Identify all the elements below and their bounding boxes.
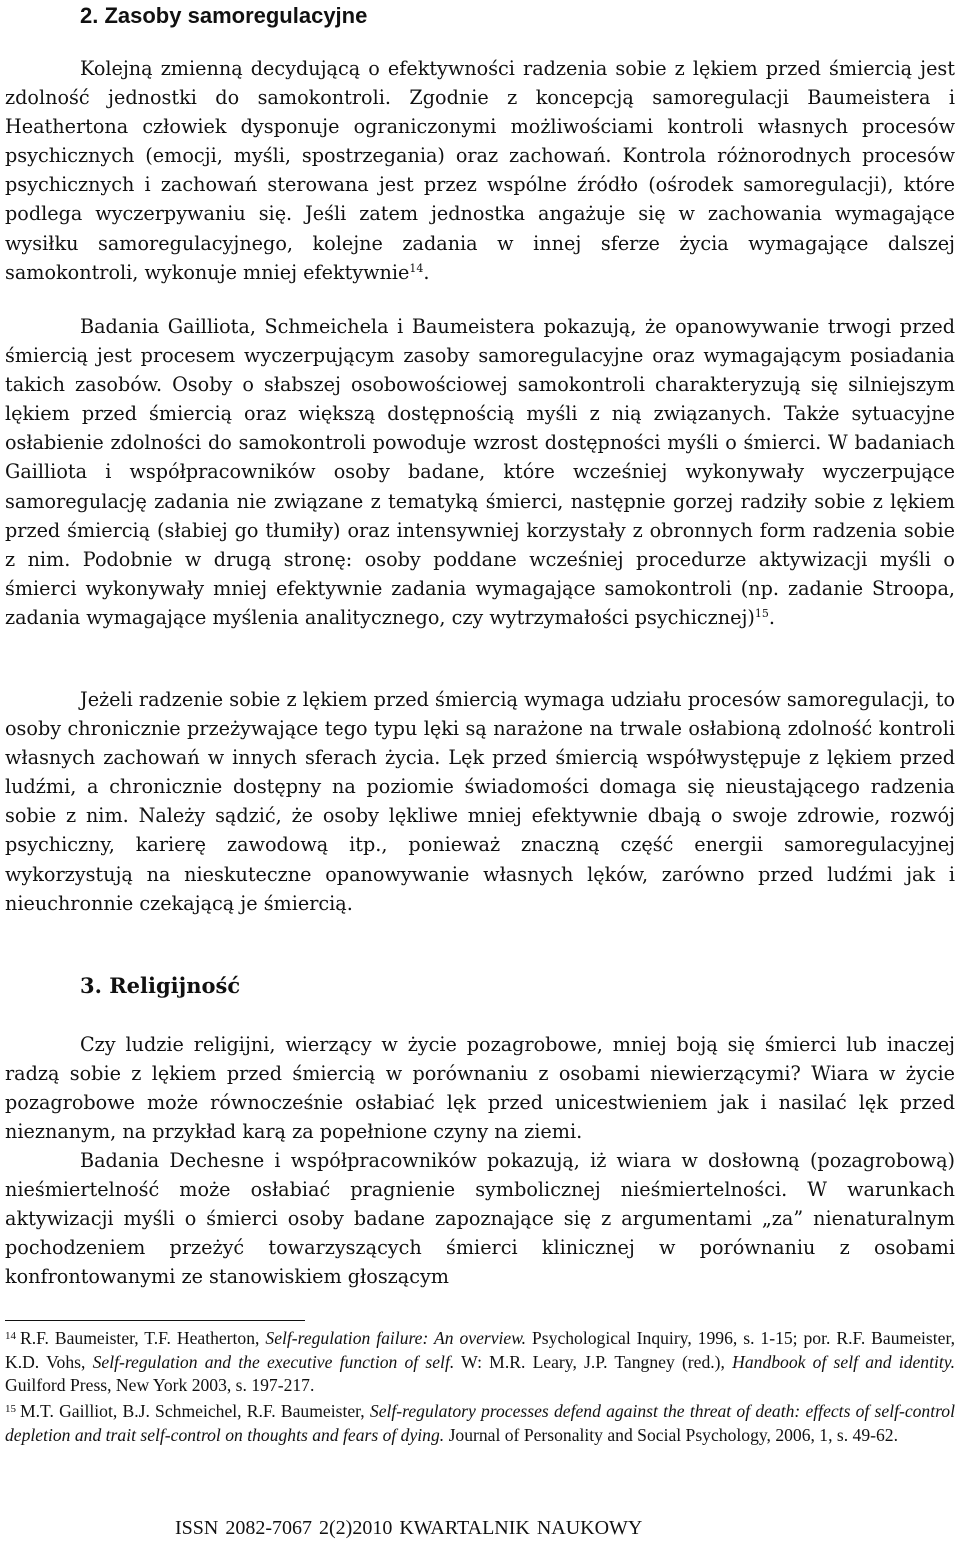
paragraph-tail: .: [423, 260, 430, 284]
paragraph: Czy ludzie religijni, wierzący w życie pozagrobowe, mniej boją się śmierci lub inaczej radzą sobie z lękiem przed śmiercią w porównaniu z osobami niewierzącymi? Wiara w życie pozagrobowe może równocześnie osłabiać lęk przed unicestwieniem jak i nasilać lęk przed nieznanym, na przykład karą za popełnione czyny na ziemi.: [5, 1033, 955, 1144]
footnote-title: Handbook of self and identity.: [732, 1351, 955, 1372]
paragraph-tail: .: [768, 605, 776, 629]
footnote-14: [5, 1327, 955, 1398]
footnote-title: Self-regulation and the executive function of self.: [92, 1351, 455, 1372]
paragraph: [5, 312, 955, 632]
footnote-title: Self-regulation failure: An overview.: [265, 1328, 527, 1348]
section-heading-self-regulation: 2. Zasoby samoregulacyjne: [80, 3, 368, 28]
footnote-text: Psychological Inquiry, 1996, s. 1-15; por. R.F. Baumeister, K.D. Vohs,: [5, 1328, 956, 1372]
paragraph-text: Kolejną zmienną decydującą o efektywności radzenia sobie z lękiem przed śmiercią jest zdolność jednostki do samokontroli. Zgodnie z koncepcją samoregulacji Baumeistera i Heathertona człowiek dysponuje ograniczonymi możliwościami kontroli własnych procesów psychicznych (emocji, myśli, spostrzegania) oraz zachowań. Kontrola różnorodnych procesów psychicznych i zachowań sterowana jest przez wspólne źródło (ośrodek samoregulacji), które podlega wyczerpywaniu się. Jeśli zatem jednostka angażuje się w zachowania wymagające wysiłku samoregulacyjnego, kolejne zadania w innej sferze życia wymagające dalszej samokontroli, wykonuje mniej efektywnie: [5, 57, 955, 284]
footnote-text: W: M.R. Leary, J.P. Tangney (red.),: [454, 1351, 733, 1372]
paragraph: Jeżeli radzenie sobie z lękiem przed śmiercią wymaga udziału procesów samoregulacji, to osoby chronicznie przeżywające tego typu lęki są narażone na trwale osłabioną zdolność kontroli własnych zachowań w innych sferach życia. Lęk przed śmiercią współwystępuje z lękiem przed ludźmi, a chronicznie dostępny na poziomie świadomości domaga się nieustającego radzenia sobie z nim. Należy sądzić, że osoby lękliwe mniej efektywnie dbają o swoje zdrowie, rozwój psychiczny, karierę zawodową itp., ponieważ znaczną część energii samoregulacyjnej wykorzystują na nieskuteczne opanowywanie własnych lęków, zarówno przed ludźmi jak i nieuchronnie czekającą je śmiercią.: [5, 688, 955, 915]
footnote-ref-15[interactable]: 15: [754, 606, 769, 620]
footnote-text: M.T. Gailliot, B.J. Schmeichel, R.F. Baumeister,: [20, 1401, 370, 1421]
footnote-text: R.F. Baumeister, T.F. Heatherton,: [20, 1328, 266, 1348]
footnote-text: Guilford Press, New York 2003, s. 197-217.: [5, 1375, 315, 1395]
footnote-ref-14[interactable]: 14: [409, 261, 424, 275]
footnote-15: [5, 1400, 955, 1447]
footnote-text: Journal of Personality and Social Psychology, 2006, 1, s. 49-62.: [444, 1424, 898, 1445]
paragraph: Badania Dechesne i współpracowników pokazują, iż wiara w dosłowną (pozagrobową) nieśmiertelność może osłabiać pragnienie symbolicznej nieśmiertelności. W warunkach aktywizacji myśli o śmierci osoby badane zapoznające się z argumentami „za” nienaturalnym pochodzeniem przeżyć towarzyszących śmierci klinicznej w porównaniu z osobami konfrontowanymi ze stanowiskiem głoszącym: [5, 1149, 955, 1289]
footnote-title: Self-regulatory processes defend against the threat of death: effects of self-control depletion and trait self-control on thoughts and fears of dying.: [5, 1401, 955, 1445]
footnote-number: 15: [5, 1403, 16, 1415]
paragraph: [5, 54, 955, 287]
footnote-number: 14: [5, 1330, 16, 1342]
footnote-separator: [5, 1320, 305, 1321]
section-heading-religiosity: 3. Religijność: [80, 973, 241, 998]
paragraph-text: Badania Gailliota, Schmeichela i Baumeistera pokazują, że opanowywanie trwogi przed śmiercią jest procesem wyczerpującym zasoby samoregulacyjne oraz wymagającym posiadania takich zasobów. Osoby o słabszej osobowościowej samokontroli charakteryzują się silniejszym lękiem przed śmiercią oraz większą dostępnością myśli z nią związanych. Także sytuacyjne osłabienie zdolności do samokontroli powoduje wzrost dostępności myśli o śmierci. W badaniach Gailliota i współpracowników osoby badane, które wcześniej wykonywały wyczerpujące samoregulację zadania nie związane z tematyką śmierci, następnie gorzej radziły sobie z lękiem przed śmiercią (słabiej go tłumiły) oraz intensywniej korzystały z obronnych form radzenia sobie z nim. Podobnie w drugą stronę: osoby poddane wcześniej procedurze aktywizacji myśli o śmierci wykonywały mniej efektywnie zadania wymagające samokontroli (np. zadanie Stroopa, zadania wymagające myślenia analitycznego, czy wytrzymałości psychicznej): [5, 315, 955, 629]
page-footer: ISSN 2082-7067 2(2)2010 KWARTALNIK NAUKOWY: [175, 1517, 643, 1539]
